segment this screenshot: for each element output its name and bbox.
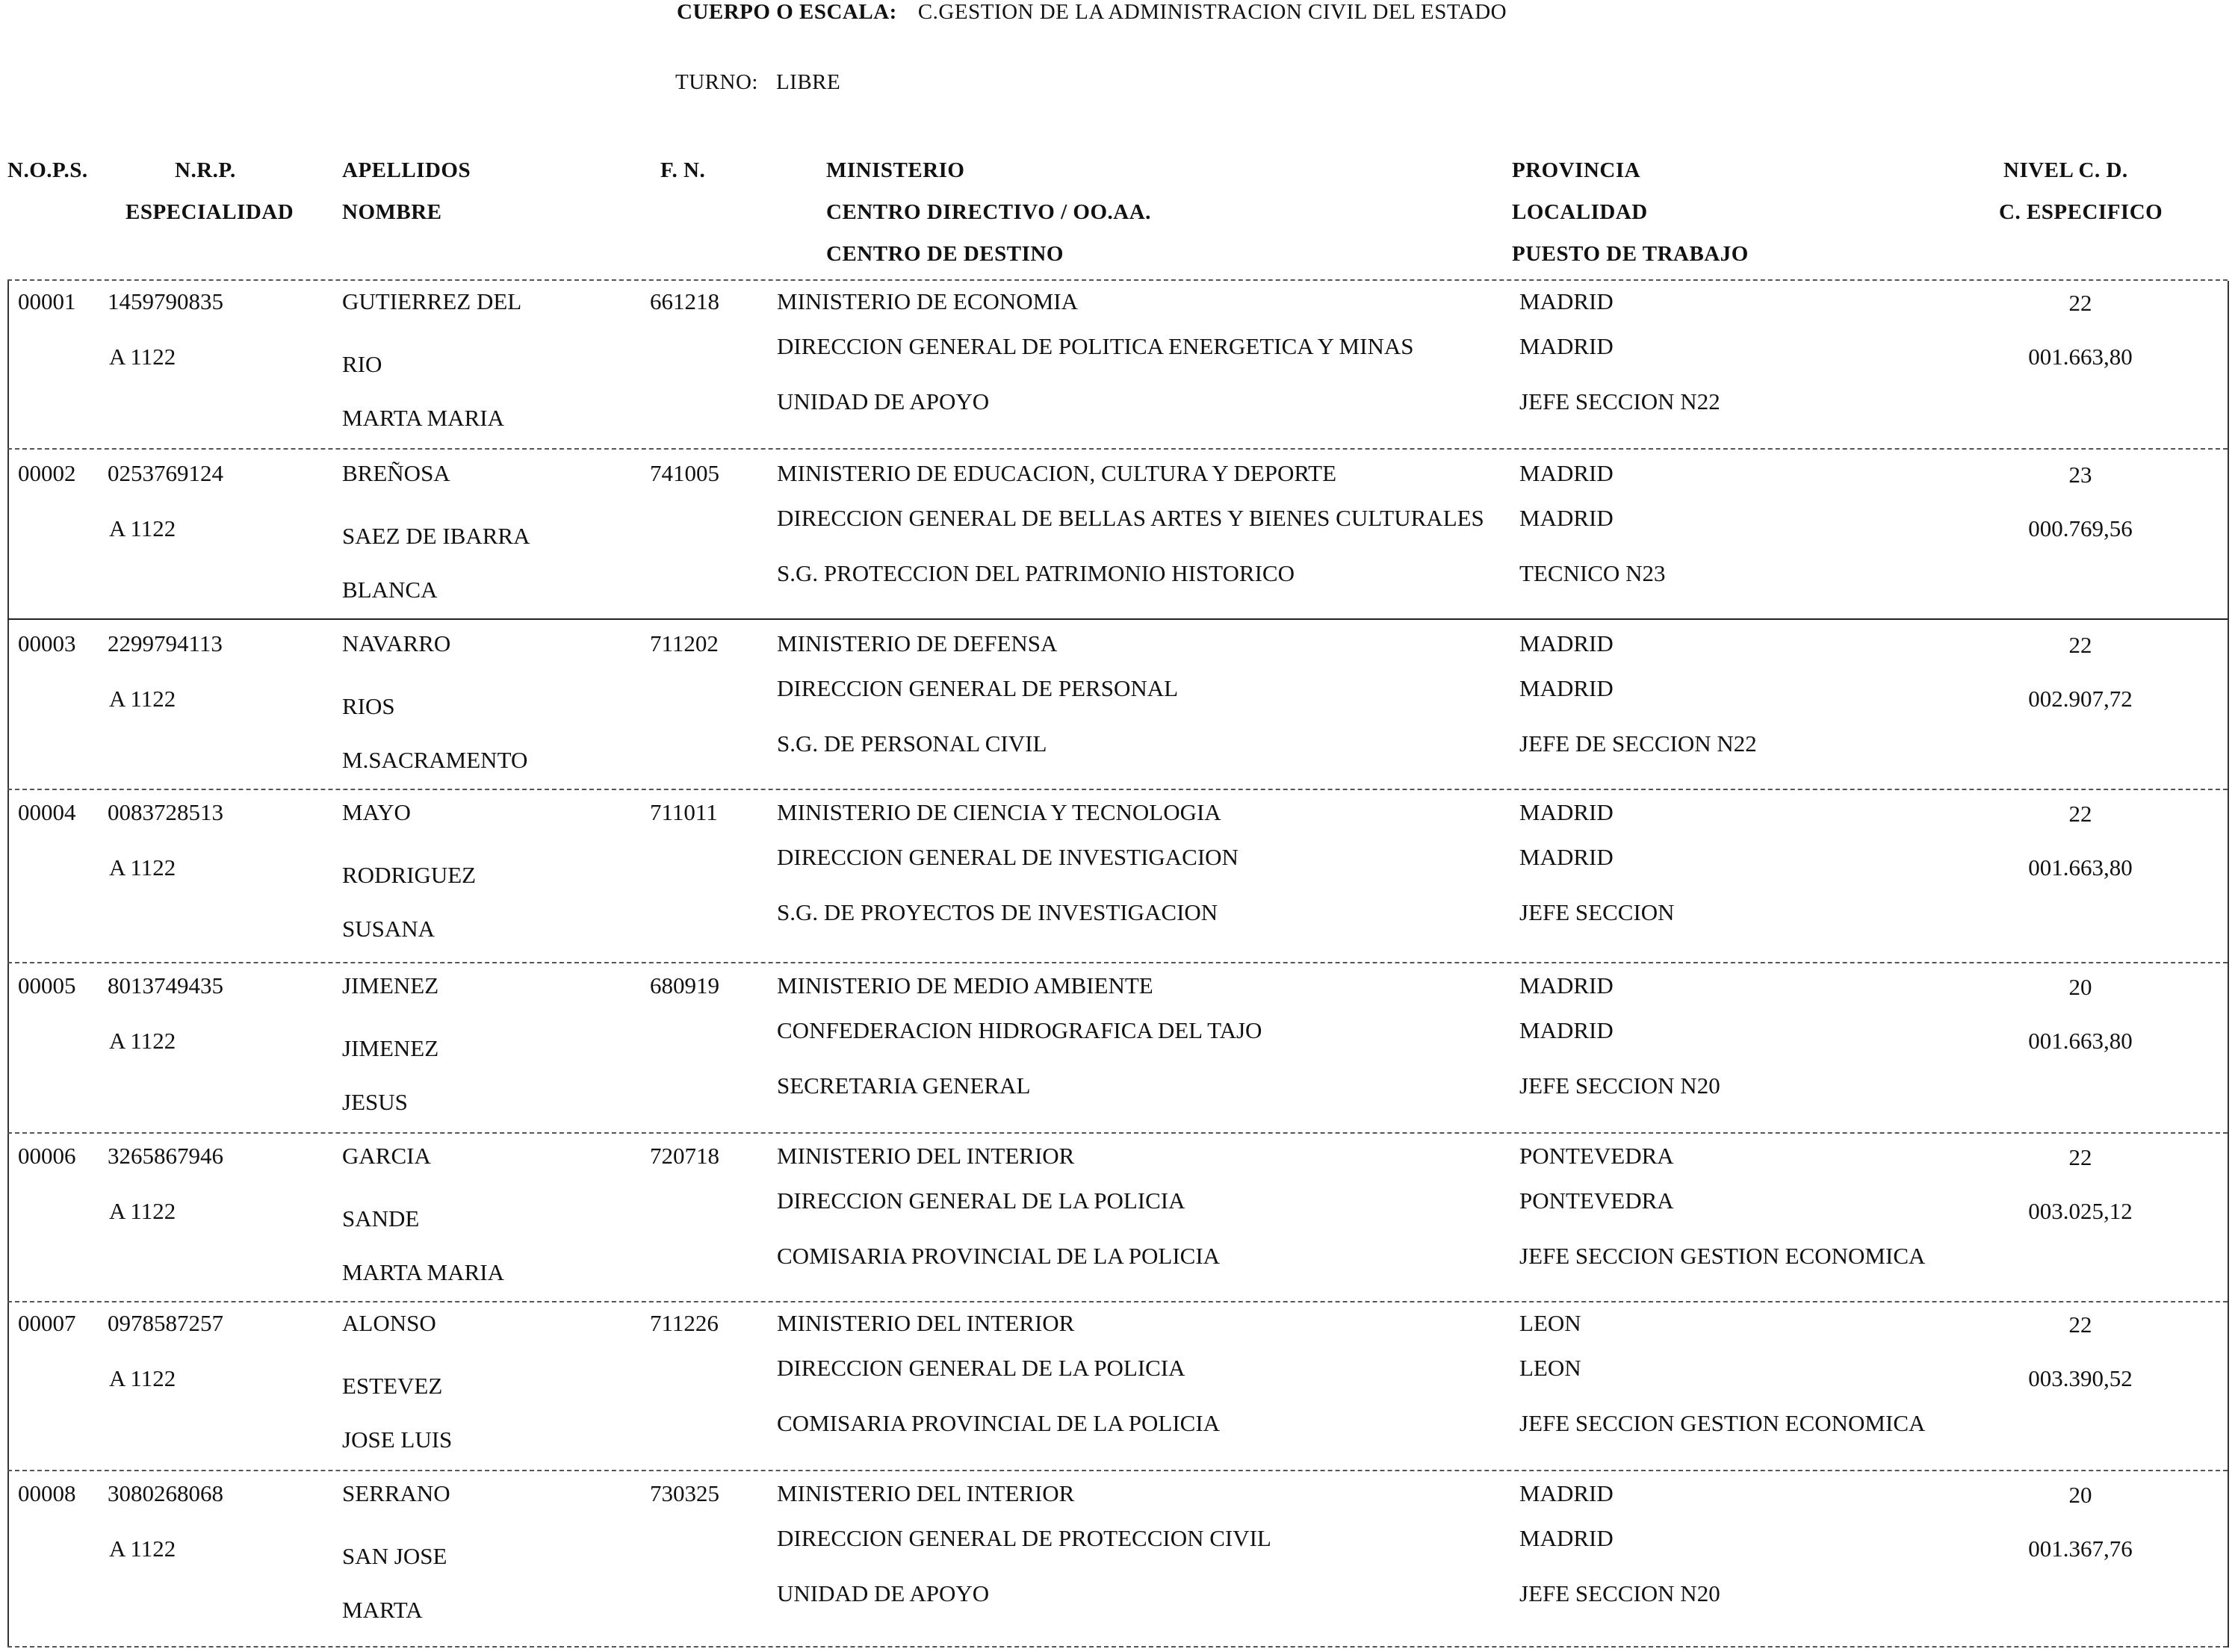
cuerpo-value: C.GESTION DE LA ADMINISTRACION CIVIL DEL ESTADO — [917, 0, 1507, 24]
centro-directivo-cell: CONFEDERACION HIDROGRAFICA DEL TAJO — [777, 1017, 1262, 1043]
nops-cell: 00004 — [18, 799, 76, 825]
centro-directivo-cell: DIRECCION GENERAL DE PROTECCION CIVIL — [777, 1525, 1271, 1551]
nombre-cell: JESUS — [342, 1089, 408, 1115]
ministerio-cell: MINISTERIO DE CIENCIA Y TECNOLOGIA — [777, 799, 1221, 825]
centro-directivo-cell: DIRECCION GENERAL DE LA POLICIA — [777, 1355, 1185, 1381]
col-nrp: N.R.P. — [175, 158, 236, 182]
nops-cell: 00007 — [18, 1310, 76, 1336]
especialidad-cell: A 1122 — [109, 1028, 176, 1054]
especifico-cell: 001.663,80 — [2028, 854, 2133, 881]
centro-destino-cell: S.G. DE PROYECTOS DE INVESTIGACION — [777, 899, 1218, 925]
nops-cell: 00005 — [18, 972, 76, 999]
apellido2-cell: SAEZ DE IBARRA — [342, 523, 530, 549]
col-fn: F. N. — [660, 158, 706, 182]
fn-cell: 680919 — [650, 972, 719, 999]
row-separator — [7, 962, 2228, 963]
row-separator — [7, 618, 2228, 620]
localidad-cell: MADRID — [1519, 333, 1614, 359]
table-right-border — [2228, 281, 2229, 1648]
nombre-cell: SUSANA — [342, 916, 435, 942]
centro-directivo-cell: DIRECCION GENERAL DE PERSONAL — [777, 675, 1179, 701]
centro-destino-cell: UNIDAD DE APOYO — [777, 388, 990, 414]
especifico-cell: 001.663,80 — [2028, 1028, 2133, 1054]
turno-value: LIBRE — [775, 70, 841, 94]
apellido1-cell: JIMENEZ — [342, 972, 439, 999]
fn-cell: 711226 — [650, 1310, 719, 1336]
nombre-cell: M.SACRAMENTO — [342, 747, 528, 773]
nrp-cell: 2299794113 — [108, 630, 223, 656]
nops-cell: 00008 — [18, 1480, 76, 1506]
col-localidad: LOCALIDAD — [1512, 200, 1648, 224]
col-especifico: C. ESPECIFICO — [1999, 200, 2163, 224]
nombre-cell: BLANCA — [342, 577, 438, 603]
especifico-cell: 002.907,72 — [2028, 686, 2133, 712]
ministerio-cell: MINISTERIO DEL INTERIOR — [777, 1310, 1075, 1336]
especialidad-cell: A 1122 — [109, 686, 176, 712]
especialidad-cell: A 1122 — [109, 344, 176, 370]
centro-directivo-cell: DIRECCION GENERAL DE BELLAS ARTES Y BIENES CULTURALES — [777, 505, 1484, 531]
fn-cell: 711011 — [650, 799, 718, 825]
puesto-cell: JEFE SECCION — [1519, 899, 1675, 925]
nombre-cell: MARTA MARIA — [342, 405, 504, 431]
nops-cell: 00006 — [18, 1143, 76, 1169]
ministerio-cell: MINISTERIO DEL INTERIOR — [777, 1143, 1075, 1169]
nombre-cell: JOSE LUIS — [342, 1426, 453, 1453]
localidad-cell: MADRID — [1519, 1017, 1614, 1043]
localidad-cell: PONTEVEDRA — [1519, 1187, 1674, 1214]
especifico-cell: 000.769,56 — [2028, 515, 2133, 541]
apellido1-cell: ALONSO — [342, 1310, 436, 1336]
nombre-cell: MARTA MARIA — [342, 1259, 504, 1285]
col-apellidos: APELLIDOS — [342, 158, 471, 182]
nrp-cell: 3265867946 — [108, 1143, 223, 1169]
ministerio-cell: MINISTERIO DE MEDIO AMBIENTE — [777, 972, 1153, 999]
localidad-cell: LEON — [1519, 1355, 1581, 1381]
provincia-cell: MADRID — [1519, 972, 1614, 999]
apellido2-cell: JIMENEZ — [342, 1035, 439, 1061]
provincia-cell: MADRID — [1519, 288, 1614, 314]
centro-destino-cell: SECRETARIA GENERAL — [777, 1072, 1031, 1099]
fn-cell: 741005 — [650, 460, 719, 486]
centro-destino-cell: UNIDAD DE APOYO — [777, 1580, 990, 1606]
table-top-rule — [7, 279, 2228, 281]
especialidad-cell: A 1122 — [109, 515, 176, 541]
nops-cell: 00002 — [18, 460, 76, 486]
provincia-cell: PONTEVEDRA — [1519, 1143, 1674, 1169]
ministerio-cell: MINISTERIO DE DEFENSA — [777, 630, 1058, 656]
nrp-cell: 1459790835 — [108, 288, 223, 314]
apellido2-cell: SAN JOSE — [342, 1543, 447, 1569]
provincia-cell: MADRID — [1519, 460, 1614, 486]
turno-line — [675, 70, 840, 95]
nops-cell: 00003 — [18, 630, 76, 656]
puesto-cell: JEFE SECCION N22 — [1519, 388, 1720, 414]
centro-destino-cell: S.G. PROTECCION DEL PATRIMONIO HISTORICO — [777, 560, 1295, 586]
localidad-cell: MADRID — [1519, 844, 1614, 870]
puesto-cell: JEFE SECCION GESTION ECONOMICA — [1519, 1243, 1926, 1269]
col-provincia: PROVINCIA — [1512, 158, 1641, 182]
provincia-cell: LEON — [1519, 1310, 1581, 1336]
col-nivel: NIVEL C. D. — [2003, 158, 2128, 182]
fn-cell: 720718 — [650, 1143, 719, 1169]
especifico-cell: 003.025,12 — [2028, 1198, 2133, 1224]
apellido2-cell: RODRIGUEZ — [342, 862, 477, 888]
cuerpo-line — [677, 0, 1507, 25]
apellido2-cell: RIOS — [342, 693, 395, 719]
ministerio-cell: MINISTERIO DE EDUCACION, CULTURA Y DEPORTE — [777, 460, 1337, 486]
nrp-cell: 0978587257 — [108, 1310, 223, 1336]
nops-cell: 00001 — [18, 288, 76, 314]
col-puesto: PUESTO DE TRABAJO — [1512, 242, 1749, 266]
col-centro-destino: CENTRO DE DESTINO — [826, 242, 1064, 266]
especialidad-cell: A 1122 — [109, 1198, 176, 1224]
localidad-cell: MADRID — [1519, 1525, 1614, 1551]
row-separator — [7, 1470, 2228, 1471]
centro-directivo-cell: DIRECCION GENERAL DE LA POLICIA — [777, 1187, 1185, 1214]
nrp-cell: 0253769124 — [108, 460, 223, 486]
apellido1-cell: MAYO — [342, 799, 411, 825]
provincia-cell: MADRID — [1519, 1480, 1614, 1506]
fn-cell: 661218 — [650, 288, 719, 314]
nivel-cell: 22 — [2068, 632, 2092, 658]
col-nombre: NOMBRE — [342, 200, 442, 224]
fn-cell: 730325 — [650, 1480, 719, 1506]
especialidad-cell: A 1122 — [109, 854, 176, 881]
puesto-cell: TECNICO N23 — [1519, 560, 1666, 586]
cuerpo-label: CUERPO O ESCALA: — [677, 0, 897, 24]
especifico-cell: 003.390,52 — [2028, 1365, 2133, 1391]
col-especialidad: ESPECIALIDAD — [125, 200, 294, 224]
row-separator — [7, 448, 2228, 450]
nivel-cell: 22 — [2068, 290, 2092, 316]
col-centro-directivo: CENTRO DIRECTIVO / OO.AA. — [826, 200, 1151, 224]
nivel-cell: 23 — [2068, 462, 2092, 488]
provincia-cell: MADRID — [1519, 799, 1614, 825]
table-left-border — [7, 281, 9, 1648]
apellido1-cell: NAVARRO — [342, 630, 451, 656]
puesto-cell: JEFE SECCION N20 — [1519, 1580, 1720, 1606]
turno-label: TURNO: — [675, 70, 758, 94]
nrp-cell: 8013749435 — [108, 972, 223, 999]
ministerio-cell: MINISTERIO DEL INTERIOR — [777, 1480, 1075, 1506]
centro-directivo-cell: DIRECCION GENERAL DE POLITICA ENERGETICA Y MINAS — [777, 333, 1414, 359]
nrp-cell: 0083728513 — [108, 799, 223, 825]
fn-cell: 711202 — [650, 630, 719, 656]
centro-destino-cell: COMISARIA PROVINCIAL DE LA POLICIA — [777, 1410, 1221, 1436]
table-bottom-rule — [7, 1646, 2228, 1648]
apellido2-cell: ESTEVEZ — [342, 1373, 443, 1399]
nivel-cell: 20 — [2068, 974, 2092, 1000]
row-separator — [7, 789, 2228, 790]
especialidad-cell: A 1122 — [109, 1365, 176, 1391]
row-separator — [7, 1301, 2228, 1302]
centro-directivo-cell: DIRECCION GENERAL DE INVESTIGACION — [777, 844, 1239, 870]
apellido1-cell: GUTIERREZ DEL — [342, 288, 522, 314]
nombre-cell: MARTA — [342, 1597, 423, 1623]
ministerio-cell: MINISTERIO DE ECONOMIA — [777, 288, 1078, 314]
apellido1-cell: GARCIA — [342, 1143, 431, 1169]
nivel-cell: 20 — [2068, 1482, 2092, 1508]
provincia-cell: MADRID — [1519, 630, 1614, 656]
localidad-cell: MADRID — [1519, 675, 1614, 701]
centro-destino-cell: COMISARIA PROVINCIAL DE LA POLICIA — [777, 1243, 1221, 1269]
nrp-cell: 3080268068 — [108, 1480, 223, 1506]
puesto-cell: JEFE SECCION GESTION ECONOMICA — [1519, 1410, 1926, 1436]
apellido1-cell: BREÑOSA — [342, 460, 450, 486]
puesto-cell: JEFE SECCION N20 — [1519, 1072, 1720, 1099]
apellido2-cell: SANDE — [342, 1205, 420, 1232]
especialidad-cell: A 1122 — [109, 1535, 176, 1562]
col-ministerio: MINISTERIO — [826, 158, 965, 182]
especifico-cell: 001.367,76 — [2028, 1535, 2133, 1562]
apellido2-cell: RIO — [342, 351, 382, 377]
puesto-cell: JEFE DE SECCION N22 — [1519, 730, 1757, 757]
nivel-cell: 22 — [2068, 1144, 2092, 1170]
row-separator — [7, 1132, 2228, 1134]
apellido1-cell: SERRANO — [342, 1480, 450, 1506]
nivel-cell: 22 — [2068, 801, 2092, 827]
nivel-cell: 22 — [2068, 1311, 2092, 1338]
centro-destino-cell: S.G. DE PERSONAL CIVIL — [777, 730, 1047, 757]
col-nops: N.O.P.S. — [7, 158, 88, 182]
localidad-cell: MADRID — [1519, 505, 1614, 531]
especifico-cell: 001.663,80 — [2028, 344, 2133, 370]
